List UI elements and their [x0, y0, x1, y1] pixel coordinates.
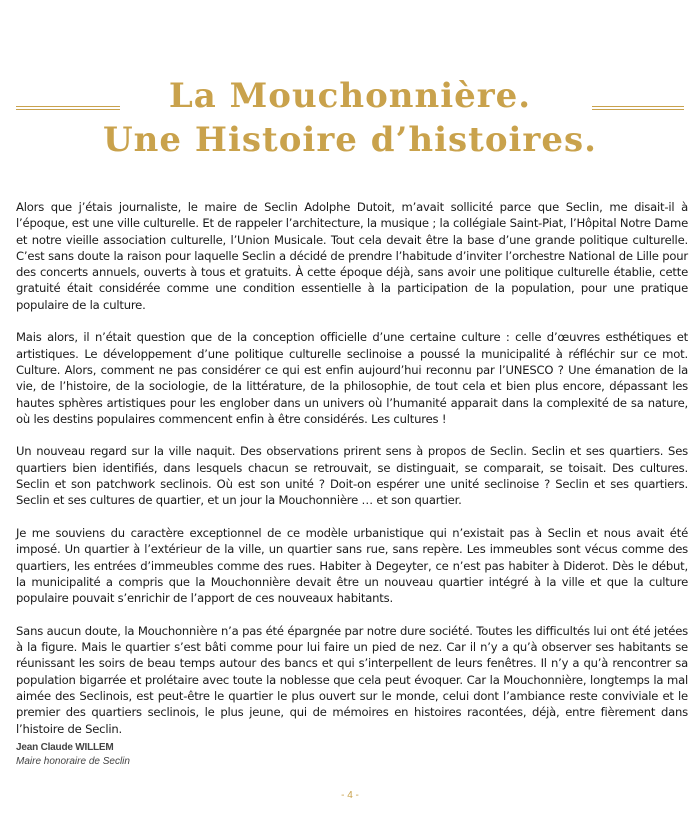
- article-paragraph: Mais alors, il n’était question que de la conception officielle d’une certaine culture : celle d’œuvres esthétiques et artistiques. Le développement d’une politique culturelle seclinoise a poussé la municipalité à réfléchir sur ce mot. Culture. Alors, comment ne pas considérer ce qui est enfin aujourd’hui reconnu par l’UNESCO ? Une émanation de la vie, de l’histoire, de la sociologie, de la littérature, de la philosophie, de tout cela et bien plus encore, dépassant les hautes sphères artistiques pour les englober dans un univers où l’humanité apparait dans la complexité de sa nature, où les destins populaires commencent enfin à être considérés. Les cultures !: [16, 330, 688, 426]
- article-paragraph: Sans aucun doute, la Mouchonnière n’a pas été épargnée par notre dure société. Toutes les difficultés lui ont été jetées à la figure. Mais le quartier s’est bâti comme pour lui faire un pied de nez. Car il n’y a qu’à observer ses habitants se réunissant les soirs de beau temps autour des bancs et qui s’interpellent de leurs fenêtres. Il n’y a qu’à rencontrer sa population bigarrée et prolétaire avec toute la noblesse que cela peut évoquer. Car la Mouchonnière, longtemps la mal aimée des Seclinois, est peut-être le quartier le plus ouvert sur le monde, celui dont l’ambiance reste conviviale et le premier des quartiers seclinois, le plus jeune, qui de mémoires en histoires racontées, déjà, entre fièrement dans l’histoire de Seclin.: [16, 623, 688, 736]
- signature-role: Maire honoraire de Seclin: [16, 756, 130, 767]
- signature: [16, 741, 130, 769]
- article-paragraph: Un nouveau regard sur la ville naquit. Des observations prirent sens à propos de Seclin. Seclin et ses quartiers. Ses quartiers bien identifiés, dans lesquels chacun se retrouvait, se distinguait, se comparait, se toisait. Des cultures. Seclin et son patchwork seclinois. Où est son unité ? Doit-on espérer une unité seclinoise ? Seclin et ses quartiers. Seclin et ses cultures de quartier, et un jour la Mouchonnière … et son quartier.: [16, 444, 688, 508]
- signature-name: Jean Claude WILLEM: [16, 742, 114, 753]
- page-title-line-1: La Mouchonnière.: [168, 76, 532, 116]
- article-paragraph: Je me souviens du caractère exceptionnel de ce modèle urbanistique qui n’existait pas à Seclin et nous avait été imposé. Un quartier à l’extérieur de la ville, un quartier sans rue, sans repère. Les immeubles sont vécus comme des quartiers, les entrées d’immeubles comme des rues. Habiter à Degeyter, ce n’est pas habiter à Diderot. Dès le début, la municipalité a compris que la Mouchonnière devait être un nouveau quartier intégré à la ville et que la culture populaire pouvait s’enrichir de l’apport de ces nouveaux habitants.: [16, 525, 688, 606]
- page-title-line-2: Une Histoire d’histoires.: [103, 120, 597, 160]
- page-title: [0, 74, 700, 162]
- article-body: [16, 199, 688, 753]
- page-number: - 4 -: [341, 790, 359, 801]
- article-paragraph: Alors que j’étais journaliste, le maire de Seclin Adolphe Dutoit, m’avait sollicité parce que Seclin, me disait-il à l’époque, est une ville culturelle. Et de rappeler l’architecture, la musique ; la collégiale Saint-Piat, l’Hôpital Notre Dame et notre vieille association culturelle, l’Union Musicale. Tout cela devait être la base d’une grande politique culturelle. C’est sans doute la raison pour laquelle Seclin a décidé de prendre l’habitude d’inviter l’orchestre National de Lille pour des concerts annuels, ouverts à tous et gratuits. À cette époque déjà, sans avoir une politique culturelle établie, cette gratuité était considérée comme une condition essentielle à la participation de la population, pour une pratique populaire de la culture.: [16, 200, 688, 312]
